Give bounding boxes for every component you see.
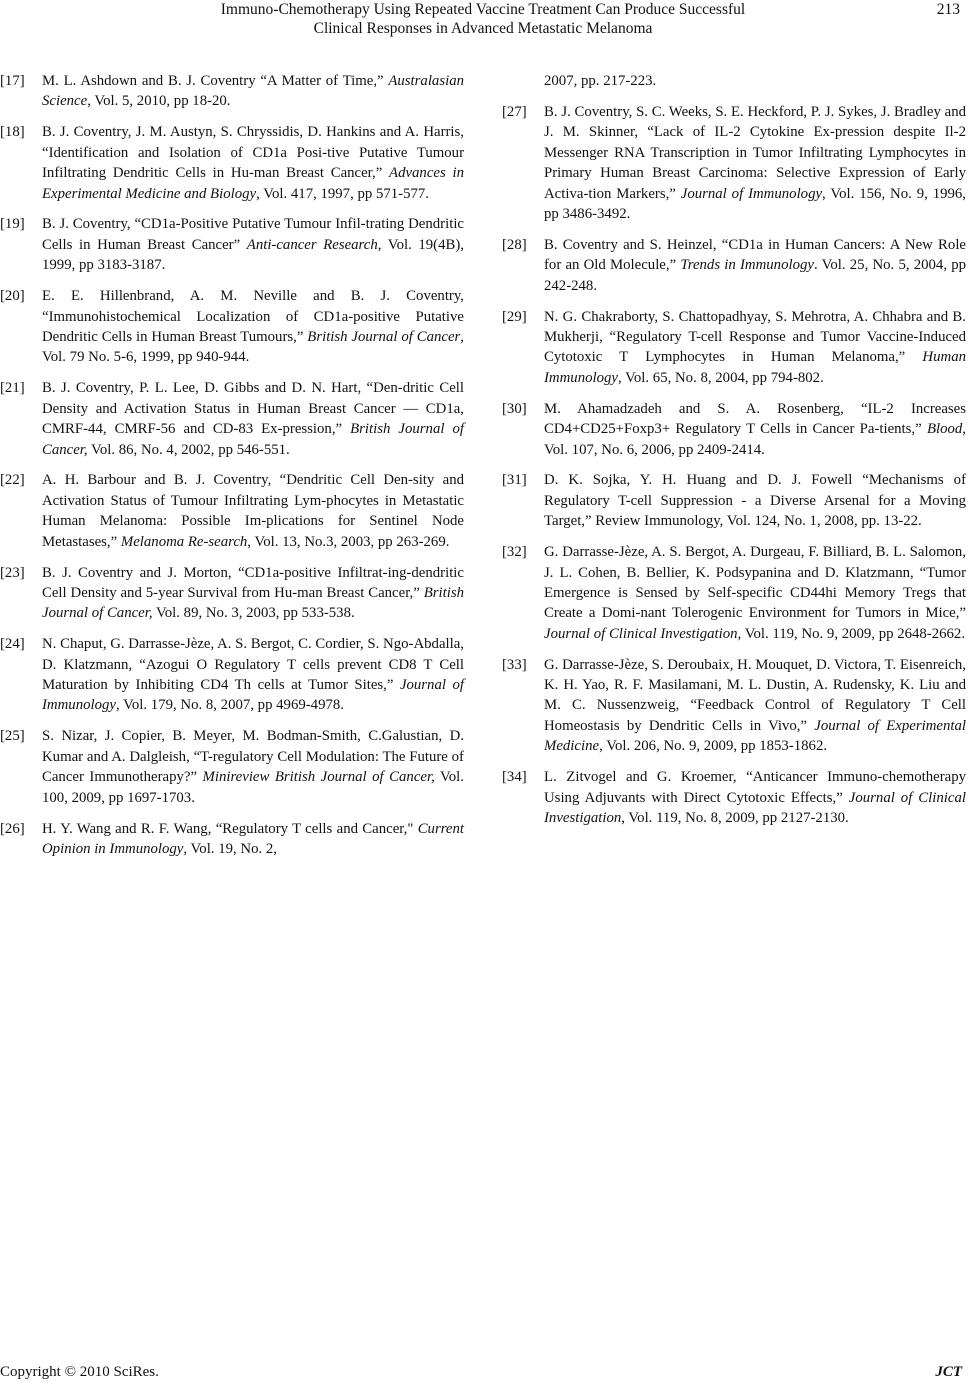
reference-number: [23] <box>0 564 25 581</box>
reference-number: [33] <box>502 656 527 673</box>
reference-text-segment: Vol. 86, No. 4, 2002, pp 546-551. <box>87 441 290 458</box>
reference-text <box>42 214 464 275</box>
reference-source-title: Trends in Immunology <box>680 257 814 274</box>
running-title-line-1: Immuno-Chemotherapy Using Repeated Vaccine Treatment Can Produce Successful <box>220 1 746 18</box>
reference-source-title: Current Opinion in Immunology <box>42 820 464 857</box>
reference-text-segment: , Vol. 19(4B), 1999, pp 3183-3187. <box>42 236 464 274</box>
reference-entry <box>0 470 464 552</box>
reference-entry <box>502 307 966 389</box>
reference-text-segment: M. Ahamadzadeh and S. A. Rosenberg, “IL-2 Increases CD4+CD25+Foxp3+ Regulatory T Cells in Cancer Pa-tients,” <box>544 400 966 438</box>
reference-source-title: Melanoma Re-search, <box>120 533 252 550</box>
reference-source-title: Journal of Experimental Medicine <box>544 717 966 755</box>
reference-text <box>42 122 464 204</box>
journal-abbreviation: JCT <box>935 1364 962 1380</box>
reference-text <box>42 470 464 552</box>
reference-text <box>544 102 966 224</box>
reference-text <box>544 655 966 757</box>
reference-text-segment: M. L. Ashdown and B. J. Coventry “A Matter of Time,” <box>42 73 389 89</box>
reference-text-segment: B. J. Coventry, S. C. Weeks, S. E. Heckford, P. J. Sykes, J. Bradley and J. M. Skinner, “Lack of IL-2 Cytokine Ex-pression despite Il-2 Messenger RNA Transcription in Tumor Infiltrating Lymphocytes in Primary Human Breast Carcinoma: Selective Expression of Early Activa-tion Markers,” <box>544 103 966 202</box>
reference-text-segment: B. Coventry and S. Heinzel, “CD1a in Human Cancers: A New Role for an Old Molecule,” <box>544 236 966 274</box>
reference-text-segment: S. Nizar, J. Copier, B. Meyer, M. Bodman-Smith, C.Galustian, D. Kumar and A. Dalgleish, “T-regulatory Cell Modulation: The Future of Cancer Immunotherapy?” <box>42 728 464 786</box>
reference-text <box>544 767 966 828</box>
reference-source-title: Journal of Immunology <box>680 185 823 202</box>
reference-text <box>42 71 464 112</box>
page-header <box>0 0 968 44</box>
reference-source-title: Human Immunology <box>544 349 966 386</box>
references-left-column <box>0 71 464 870</box>
reference-source-title: British Journal of Cancer, <box>42 421 464 458</box>
reference-text-segment: , Vol. 5, 2010, pp 18-20. <box>87 93 231 110</box>
page-number: 213 <box>936 1 960 18</box>
reference-source-title: Journal of Clinical Investigation <box>544 625 738 642</box>
reference-entry <box>502 235 966 296</box>
reference-text-segment: E. E. Hillenbrand, A. M. Neville and B. J. Coventry, “Immunohistochemical Localization of CD1a-positive Putative Dendritic Cells in Human Breast Tumours,” <box>42 288 464 345</box>
reference-number: [21] <box>0 380 25 397</box>
reference-text-segment: , Vol. 65, No. 8, 2004, pp 794-802. <box>617 369 824 386</box>
reference-text <box>42 634 464 716</box>
reference-entry <box>0 726 464 808</box>
reference-text <box>42 563 464 624</box>
reference-number: [28] <box>502 236 527 253</box>
reference-text <box>544 399 966 460</box>
reference-number: [18] <box>0 124 25 141</box>
reference-source-title: British Journal of Cancer <box>307 328 461 345</box>
reference-text-segment: 2007, pp. 217-223. <box>544 73 657 89</box>
reference-number: [30] <box>502 400 527 417</box>
reference-number: [27] <box>502 103 527 120</box>
reference-text-segment: , Vol. 179, No. 8, 2007, pp 4969-4978. <box>115 697 344 714</box>
reference-text <box>544 542 966 644</box>
page-footer <box>0 1362 968 1386</box>
reference-number: [26] <box>0 820 25 837</box>
reference-text-segment: , Vol. 79 No. 5-6, 1999, pp 940-944. <box>42 328 464 366</box>
reference-text-segment: B. J. Coventry, J. M. Austyn, S. Chryssidis, D. Hankins and A. Harris, “Identification and Isolation of CD1a Posi-tive Putative Tumour Infiltrating Dendritic Cells in Hu-man Breast Cancer,” <box>42 124 464 182</box>
reference-text <box>544 71 966 91</box>
reference-number: [31] <box>502 472 527 489</box>
reference-text-segment: Vol. 13, No.3, 2003, pp 263-269. <box>251 533 450 550</box>
reference-entry <box>0 819 464 860</box>
reference-entry <box>502 542 966 644</box>
reference-source-title: Australasian Science <box>42 73 464 110</box>
copyright-notice: Copyright © 2010 SciRes. <box>0 1364 159 1380</box>
reference-source-title: Journal of Immunology <box>42 677 464 714</box>
reference-text <box>544 307 966 389</box>
reference-entry <box>0 214 464 275</box>
reference-text <box>42 819 464 860</box>
running-title-line-2: Clinical Responses in Advanced Metastatic Melanoma <box>313 20 653 37</box>
reference-text-segment: , Vol. 19, No. 2, <box>183 840 277 857</box>
reference-entry <box>502 399 966 460</box>
reference-entry <box>502 71 966 91</box>
reference-number: [24] <box>0 636 25 653</box>
reference-text-segment: . Vol. 25, No. 5, 2004, pp 242-248. <box>544 257 967 294</box>
reference-source-title: Minireview British Journal of Cancer, <box>202 769 435 786</box>
reference-number: [29] <box>502 308 527 325</box>
reference-text-segment: , Vol. 156, No. 9, 1996, pp 3486-3492. <box>544 185 966 222</box>
reference-number: [25] <box>0 728 25 745</box>
reference-text-segment: B. J. Coventry, “CD1a-Positive Putative Tumour Infil-trating Dendritic Cells in Human Breast Cancer” <box>42 216 464 253</box>
reference-source-title: Blood <box>926 421 963 438</box>
reference-entry <box>0 634 464 716</box>
reference-source-title: Advances in Experimental Medicine and Biology <box>42 165 464 202</box>
reference-text-segment: , Vol. 119, No. 9, 2009, pp 2648-2662. <box>737 625 966 642</box>
reference-text-segment: D. K. Sojka, Y. H. Huang and D. J. Fowell “Mechanisms of Regulatory T-cell Suppression - a Diverse Arsenal for a Moving Target,” Review Immunology, Vol. 124, No. 1, 2008, pp. 13-22. <box>544 472 966 530</box>
reference-text-segment: L. Zitvogel and G. Kroemer, “Anticancer Immuno-chemotherapy Using Adjuvants with Direct Cytotoxic Effects,” <box>544 769 966 806</box>
reference-text <box>42 286 464 368</box>
reference-entry <box>0 71 464 112</box>
reference-number: [22] <box>0 472 25 489</box>
reference-entry <box>502 655 966 757</box>
reference-number: [32] <box>502 544 527 561</box>
reference-entry <box>0 378 464 460</box>
reference-text-segment: Vol. 89, No. 3, 2003, pp 533-538. <box>152 605 355 622</box>
reference-source-title: Anti-cancer Research <box>246 236 378 253</box>
reference-text <box>42 726 464 808</box>
running-title <box>140 0 826 38</box>
reference-entry <box>0 122 464 204</box>
reference-text-segment: N. Chaput, G. Darrasse-Jèze, A. S. Bergot, C. Cordier, S. Ngo-Abdalla, D. Klatzmann, “Azogui O Regulatory T cells prevent CD8 T Cell Maturation by Inhibiting CD4 Th cells at Tumor Sites,” <box>42 636 465 694</box>
reference-entry <box>502 767 966 828</box>
reference-text <box>544 235 966 296</box>
reference-text-segment: B. J. Coventry and J. Morton, “CD1a-positive Infiltrat-ing-dendritic Cell Density and 5-year Survival from Hu-man Breast Cancer,” <box>42 564 464 601</box>
reference-text-segment: G. Darrasse-Jèze, S. Deroubaix, H. Mouquet, D. Victora, T. Eisenreich, K. H. Yao, R. F. Masilamani, M. L. Dustin, A. Rudensky, K. Liu and M. C. Nussenzweig, “Feedback Control of Regulatory T Cell Homeostasis by Dendritic Cells in Vivo,” <box>544 656 966 734</box>
reference-text-segment: , Vol. 119, No. 8, 2009, pp 2127-2130. <box>621 810 849 826</box>
reference-text <box>544 470 966 531</box>
reference-text-segment: , Vol. 206, No. 9, 2009, pp 1853-1862. <box>599 738 828 755</box>
reference-number: [20] <box>0 288 25 305</box>
reference-text-segment: , Vol. 417, 1997, pp 571-577. <box>256 185 429 202</box>
reference-text-segment: H. Y. Wang and R. F. Wang, “Regulatory T cells and Cancer," <box>42 820 418 837</box>
reference-text-segment: Vol. 100, 2009, pp 1697-1703. <box>42 769 464 806</box>
reference-text <box>42 378 464 460</box>
reference-text-segment: N. G. Chakraborty, S. Chattopadhyay, S. Mehrotra, A. Chhabra and B. Mukherji, “Regulatory T-cell Response and Tumor Vaccine-Induced Cytotoxic T Lymphocytes in Human Melanoma,” <box>544 308 966 366</box>
reference-entry <box>0 286 464 368</box>
reference-entry <box>502 102 966 224</box>
reference-number: [17] <box>0 73 25 89</box>
reference-text-segment: A. H. Barbour and B. J. Coventry, “Dendritic Cell Den-sity and Activation Status of Tumour Infiltrating Lym-phocytes in Metastatic Human Melanoma: Possible Im-plications for Sentinel Node Metastases,” <box>42 472 464 550</box>
reference-number: [19] <box>0 216 25 233</box>
reference-entry <box>502 470 966 531</box>
reference-entry <box>0 563 464 624</box>
reference-text-segment: B. J. Coventry, P. L. Lee, D. Gibbs and D. N. Hart, “Den-dritic Cell Density and Activation Status in Human Breast Cancer — CD1a, CMRF-44, CMRF-56 and CD-83 Ex-pression,” <box>42 380 464 438</box>
reference-source-title: British Journal of Cancer, <box>42 584 464 622</box>
references-right-column <box>502 71 966 839</box>
reference-text-segment: , Vol. 107, No. 6, 2006, pp 2409-2414. <box>544 421 966 458</box>
reference-text-segment: G. Darrasse-Jèze, A. S. Bergot, A. Durgeau, F. Billiard, B. L. Salomon, J. L. Cohen, B. Bellier, K. Podsypanina and D. Klatzmann, “Tumor Emergence is Sensed by Self-specific CD44hi Memory Tregs that Create a Domi-nant Tolerogenic Environment for Tumors in Mice,” <box>544 544 966 622</box>
reference-source-title: Journal of Clinical Investigation <box>544 789 966 826</box>
reference-number: [34] <box>502 769 527 786</box>
